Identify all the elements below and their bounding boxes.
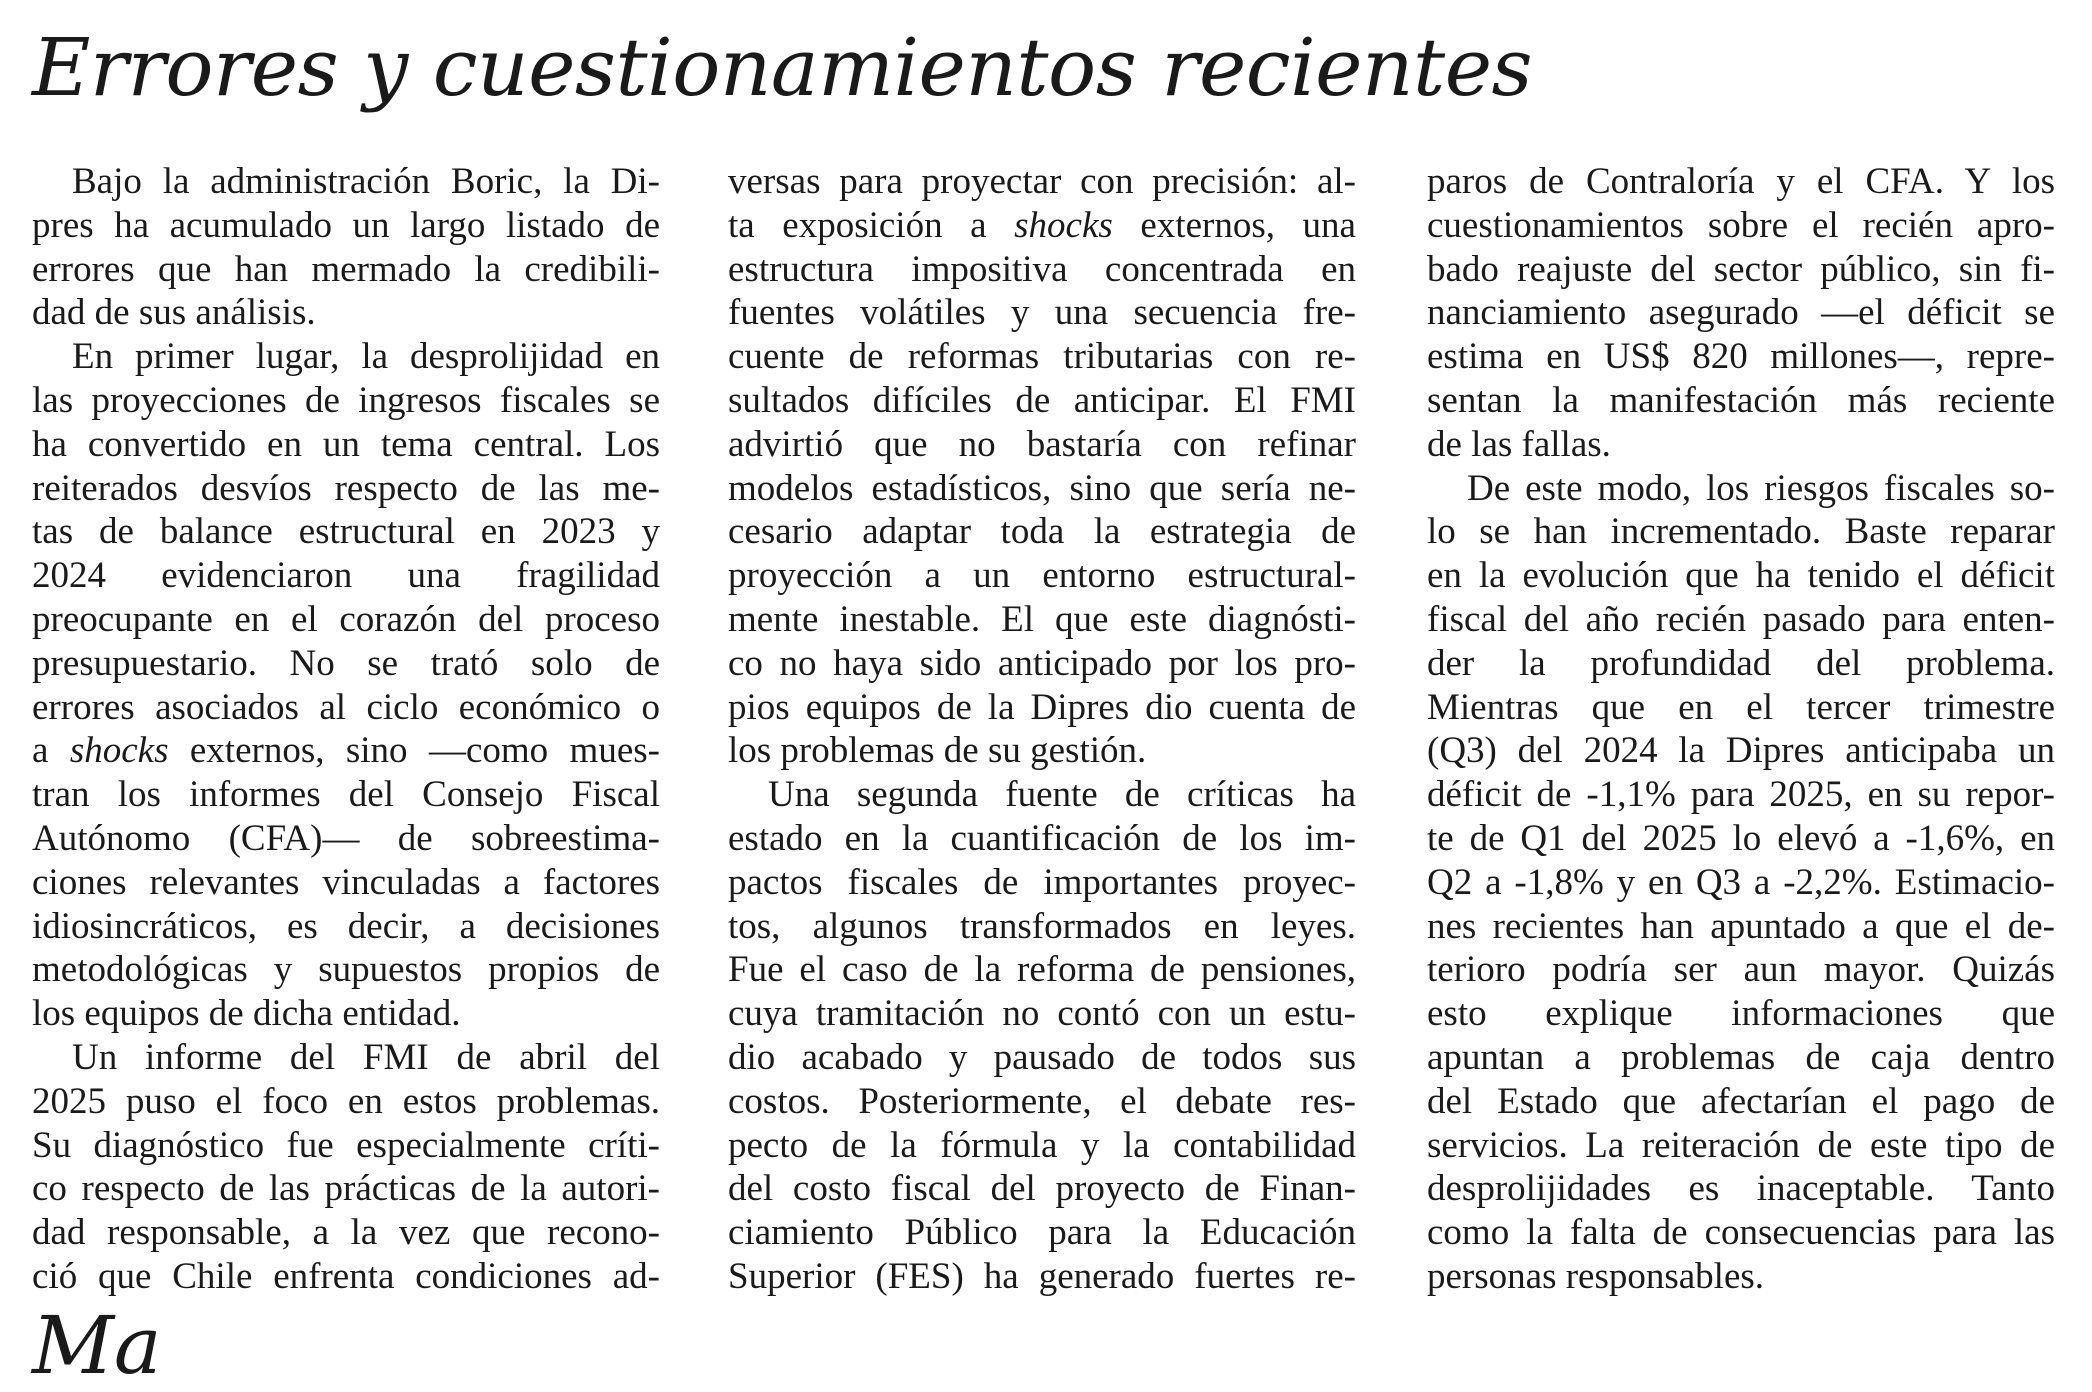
text-line: esto explique informaciones que [1427,993,2055,1035]
text-line: co respecto de las prácticas de la autori- [32,1168,660,1210]
text-line: los equipos de dicha entidad. [32,993,461,1035]
text-line: Fue el caso de la reforma de pensiones, [728,949,1356,991]
text-line: versas para proyectar con precisión: al- [728,161,1356,202]
text-line: sentan la manifestación más reciente [1427,379,2055,421]
text-line: Autónomo (CFA)— de sobreestima- [32,817,660,859]
next-headline-fragment [32,1299,1232,1392]
text-line: der la profundidad del problema. [1427,642,2055,684]
text-line: pios equipos de la Dipres dio cuenta de [728,686,1356,728]
text-line: del Estado que afectarían el pago de [1427,1080,2055,1122]
text-line: (Q3) del 2024 la Dipres anticipaba un [1427,730,2055,772]
text-line: paros de Contraloría y el CFA. Y los [1427,161,2055,202]
text-line: te de Q1 del 2025 lo elevó a -1,6%, en [1427,817,2055,859]
text-line: dad de sus análisis. [32,292,316,334]
text-line: pecto de la fórmula y la contabilidad [728,1124,1356,1166]
text-line: Su diagnóstico fue especialmente críti- [32,1124,660,1166]
text-line: apuntan a problemas de caja dentro [1427,1036,2055,1078]
text-line: Mientras que en el tercer trimestre [1427,686,2055,728]
text-line: errores asociados al ciclo económico o [32,686,660,728]
text-line: En primer lugar, la desprolijidad en [72,336,660,378]
text-line: proyección a un entorno estructural- [728,555,1356,597]
article-headline: Errores y cuestionamientos recientes [32,21,1533,114]
text-line: de las fallas. [1427,423,1611,465]
text-line: Una segunda fuente de críticas ha [768,774,1356,816]
text-line: ta exposición a shocks externos, una [728,204,1356,246]
text-line: pres ha acumulado un largo listado de [32,204,660,246]
text-line: cuya tramitación no contó con un estu- [728,993,1356,1035]
text-line: fuentes volátiles y una secuencia fre- [728,292,1356,334]
text-line: idiosincráticos, es decir, a decisiones [32,905,660,947]
text-line: personas responsables. [1427,1255,1765,1297]
text-line: ha convertido en un tema central. Los [32,423,660,465]
text-line: como la falta de consecuencias para las [1427,1212,2055,1254]
text-line: estado en la cuantificación de los im- [728,817,1356,859]
text-line: sultados difíciles de anticipar. El FMI [728,379,1356,421]
text-line: ciamiento Público para la Educación [728,1212,1356,1254]
text-line: desprolijidades es inaceptable. Tanto [1427,1168,2055,1210]
text-line: advirtió que no bastaría con refinar [728,423,1356,465]
text-line: fiscal del año recién pasado para enten- [1427,598,2055,640]
text-line: reiterados desvíos respecto de las me- [32,467,660,509]
text-line: lo se han incrementado. Baste reparar [1427,511,2055,553]
text-line: modelos estadísticos, sino que sería ne- [728,467,1356,509]
text-line: terioro podría ser aun mayor. Quizás [1427,949,2055,991]
text-line: pactos fiscales de importantes proyec- [728,861,1356,903]
text-line: De este modo, los riesgos fiscales so- [1467,467,2055,509]
text-line: los problemas de su gestión. [728,730,1147,772]
text-line: tos, algunos transformados en leyes. [728,905,1356,947]
text-line: ciones relevantes vinculadas a factores [32,861,660,903]
text-line: Q2 a -1,8% y en Q3 a -2,2%. Estimacio- [1427,861,2055,903]
text-line: nes recientes han apuntado a que el de- [1427,905,2055,947]
text-line: nanciamiento asegurado —el déficit se [1427,292,2055,334]
text-line: dio acabado y pausado de todos sus [728,1036,1356,1078]
article-column-3 [1427,160,2055,1299]
text-line: cesario adaptar toda la estrategia de [728,511,1356,553]
text-line: presupuestario. No se trató solo de [32,642,660,684]
text-line: mente inestable. El que este diagnósti- [728,598,1356,640]
text-line: tran los informes del Consejo Fiscal [32,774,660,816]
text-line: en la evolución que ha tenido el déficit [1427,555,2055,597]
next-headline-text: Ma [32,1299,162,1392]
text-line: a shocks externos, sino —como mues- [32,730,660,772]
article-column-1 [32,160,660,1299]
text-line: cuente de reformas tributarias con re- [728,336,1356,378]
text-line: 2025 puso el foco en estos problemas. [32,1080,660,1122]
text-line: del costo fiscal del proyecto de Finan- [728,1168,1356,1210]
text-line: metodológicas y supuestos propios de [32,949,660,991]
text-line: costos. Posteriormente, el debate res- [728,1080,1356,1122]
text-line: dad responsable, a la vez que recono- [32,1212,660,1254]
text-line: ció que Chile enfrenta condiciones ad- [32,1255,660,1297]
text-line: Superior (FES) ha generado fuertes re- [728,1255,1356,1297]
text-line: 2024 evidenciaron una fragilidad [32,555,660,597]
text-line: errores que han mermado la credibili- [32,248,660,290]
text-line: Un informe del FMI de abril del [72,1036,660,1078]
text-line: bado reajuste del sector público, sin fi- [1427,248,2055,290]
text-line: servicios. La reiteración de este tipo de [1427,1124,2055,1166]
text-line: déficit de -1,1% para 2025, en su repor- [1427,774,2055,816]
text-line: las proyecciones de ingresos fiscales se [32,379,660,421]
article-column-2 [728,160,1356,1299]
text-line: preocupante en el corazón del proceso [32,598,660,640]
text-line: tas de balance estructural en 2023 y [32,511,660,553]
text-line: estructura impositiva concentrada en [728,248,1356,290]
text-line: estima en US$ 820 millones—, repre- [1427,336,2055,378]
text-line: cuestionamientos sobre el recién apro- [1427,204,2055,246]
text-line: Bajo la administración Boric, la Di- [72,161,660,202]
text-line: co no haya sido anticipado por los pro- [728,642,1356,684]
